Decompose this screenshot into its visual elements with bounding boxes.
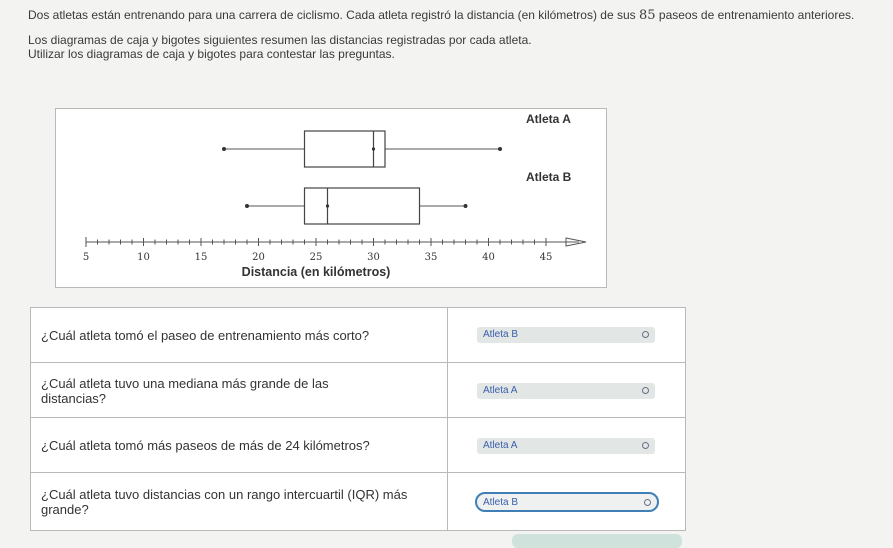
table-row [31, 472, 685, 531]
x-axis-label: Distancia (en kilómetros) [241, 265, 391, 279]
question-cell [31, 363, 448, 418]
tick-label: 30 [367, 252, 380, 263]
intro-text [28, 8, 878, 61]
question-cell [31, 418, 448, 473]
min-point [245, 204, 249, 208]
answer-select[interactable] [477, 438, 655, 454]
check-button[interactable] [512, 534, 682, 548]
dropdown-icon [644, 499, 651, 506]
answer-value: Atleta A [483, 384, 518, 396]
boxplot-chart [56, 109, 606, 287]
min-point [222, 147, 226, 151]
tick-label: 25 [309, 252, 323, 263]
series-label: Atleta A [526, 112, 571, 126]
question-text: ¿Cuál atleta tuvo una mediana más grande de las distancias? [41, 375, 329, 406]
tick-label: 5 [82, 252, 90, 263]
series-label: Atleta B [526, 170, 572, 184]
median-point [372, 147, 375, 150]
answer-select[interactable] [475, 492, 659, 512]
dropdown-icon [642, 442, 649, 449]
max-point [464, 204, 468, 208]
tick-label: 10 [137, 252, 150, 263]
tick-label: 20 [252, 252, 265, 263]
answer-cell [449, 473, 685, 531]
question-text: ¿Cuál atleta tomó el paseo de entrenamiento más corto? [41, 327, 370, 343]
median-point [326, 204, 329, 207]
table-row [31, 417, 685, 473]
answer-cell [449, 363, 685, 418]
answer-cell [449, 308, 685, 362]
answer-select[interactable] [477, 383, 655, 399]
intro-paragraph-2 [28, 33, 878, 61]
walk-count: 85 [639, 8, 656, 23]
intro-paragraph-1 [28, 8, 878, 23]
question-cell [31, 473, 448, 531]
table-row [31, 362, 685, 418]
tick-label: 45 [539, 252, 553, 263]
answer-value: Atleta B [483, 497, 519, 508]
questions-table [30, 307, 686, 531]
answer-value: Atleta B [483, 329, 519, 340]
question-text: ¿Cuál atleta tuvo distancias con un rango intercuartil (IQR) más grande? [41, 487, 408, 517]
answer-select[interactable] [477, 327, 655, 343]
answer-value: Atleta A [483, 439, 518, 451]
tick-label: 35 [424, 252, 438, 263]
intro-line-1a: Dos atletas están entrenando para una carrera de ciclismo. Cada atleta registró la distancia (en kilómetros) de sus [28, 8, 636, 22]
max-point [498, 147, 502, 151]
question-cell [31, 308, 448, 362]
question-text: ¿Cuál atleta tomó más paseos de más de 24 kilómetros? [41, 438, 370, 453]
dropdown-icon [642, 387, 649, 394]
intro-line-3: Utilizar los diagramas de caja y bigotes para contestar las preguntas. [28, 47, 395, 61]
boxplot-panel [55, 108, 607, 288]
dropdown-icon [642, 331, 649, 338]
tick-label: 40 [482, 252, 495, 263]
box-iqr [305, 188, 420, 224]
intro-line-1b: paseos de entrenamiento anteriores. [658, 8, 855, 22]
tick-label: 15 [194, 252, 208, 263]
intro-line-2: Los diagramas de caja y bigotes siguientes resumen las distancias registradas por cada atleta. [28, 33, 532, 47]
answer-cell [449, 418, 685, 473]
table-row [31, 308, 685, 362]
